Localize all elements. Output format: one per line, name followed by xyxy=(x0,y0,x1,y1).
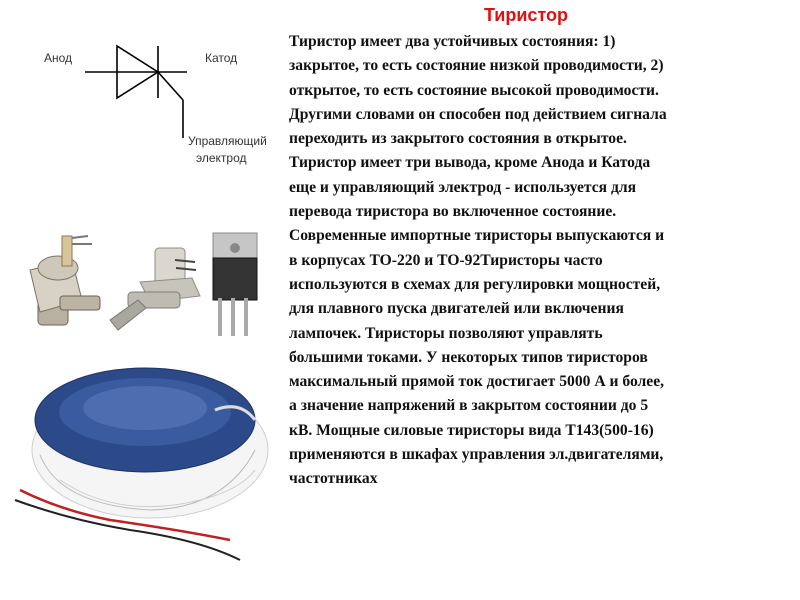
paragraph-line: в корпусах ТО-220 и ТО-92Тиристоры часто xyxy=(289,251,603,269)
paragraph-line: Тиристор имеет три вывода, кроме Анода и Катода xyxy=(289,154,651,172)
paragraph-line: перевода тиристора во включенное состояние. xyxy=(289,203,617,221)
anode-label: Анод xyxy=(44,51,73,65)
paragraph-line: а значение напряжений в закрытом состоянии до 5 xyxy=(289,397,649,415)
paragraph-line: Тиристор имеет два устойчивых состояния: 1) xyxy=(289,33,616,50)
gate-label-line1: Управляющий xyxy=(188,134,267,148)
cathode-label: Катод xyxy=(205,51,238,65)
to220-thyristor-photo xyxy=(213,233,257,336)
power-puck-thyristor-photo xyxy=(15,368,268,560)
paragraph-line: для плавного пуска двигателей или включения xyxy=(289,300,624,318)
metal-can-thyristor-photo xyxy=(110,248,200,330)
paragraph-line: используются в схемах для регулировки мощностей, xyxy=(289,275,661,293)
paragraph-line: применяются в шкафах управления эл.двигателями, xyxy=(289,446,664,464)
paragraph-line: максимальный прямой ток достигает 5000 А и более, xyxy=(289,373,665,391)
paragraph-line: большими токами. У некоторых типов тиристоров xyxy=(289,348,648,366)
paragraph-line: еще и управляющий электрод - используется для xyxy=(289,178,637,196)
gate-diagonal xyxy=(158,72,183,100)
description-paragraph xyxy=(289,30,789,492)
paragraph-line: лампочек. Тиристоры позволяют управлять xyxy=(289,324,603,342)
paragraph-line: кВ. Мощные силовые тиристоры вида Т143(500-16) xyxy=(289,421,654,439)
page-title: Тиристор xyxy=(484,5,569,25)
paragraph-line: переходить из закрытого состояния в открытое. xyxy=(289,130,627,148)
stud-thyristor-photo xyxy=(30,236,100,325)
gate-label-line2: электрод xyxy=(196,151,247,165)
paragraph-line: открытое, то есть состояние высокой проводимости. xyxy=(289,81,659,99)
paragraph-line: закрытое, то есть состояние низкой проводимости, 2) xyxy=(289,57,664,75)
paragraph-line: Другими словами он способен под действием сигнала xyxy=(289,105,667,123)
paragraph-line: Современные импортные тиристоры выпускаются и xyxy=(289,227,665,245)
paragraph-line: частотниках xyxy=(289,470,378,488)
